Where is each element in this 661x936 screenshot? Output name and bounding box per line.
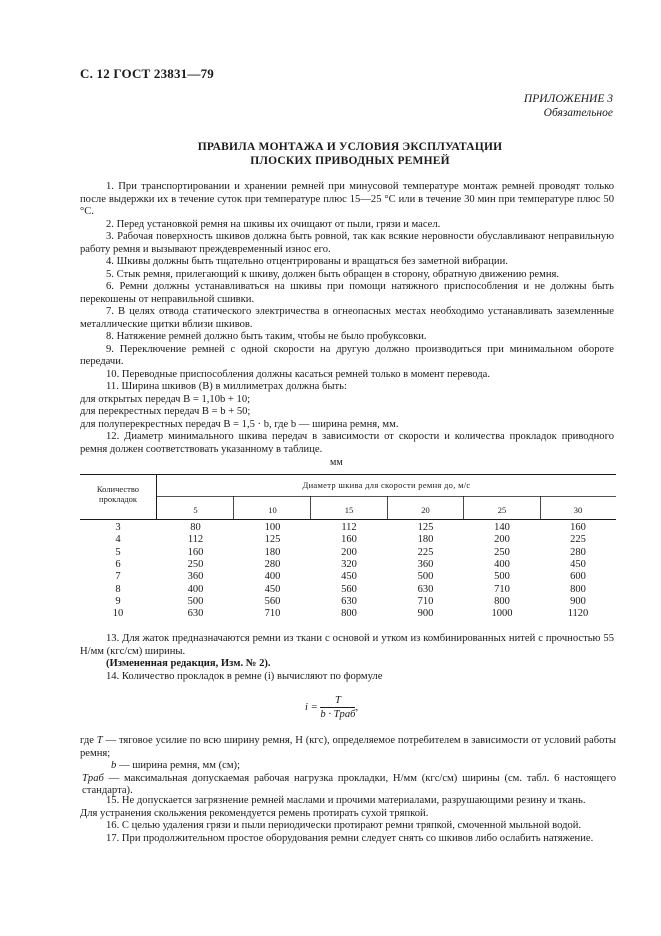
table-cell: 125	[417, 522, 434, 533]
rule-item-14: 14. Количество прокладок в ремне (i) вычисляют по формуле	[106, 670, 383, 682]
table-cell: 320	[341, 558, 357, 570]
definition-text: — тяговое усилие по всю ширину ремня, Н (кгс), определяемое потребителем в зависимости от условий работы ремня;	[80, 735, 616, 759]
table-cell: 280	[264, 558, 281, 570]
table-cell: 630	[417, 583, 434, 595]
rules-list-2	[80, 633, 614, 683]
rule-item-16: 16. С целью удаления грязи и пыли периодически протирают ремни тряпкой, смоченной мыльной водой.	[106, 820, 582, 831]
table-cell: 450	[570, 558, 586, 570]
rule-item: 3. Рабочая поверхность шкивов должна быть ровной, так как всякие неровности обуславливают неправильную работу ремня и вызывают преждевременный износ его.	[80, 231, 614, 255]
table-cell: 360	[417, 558, 434, 570]
amendment-note: (Измененная редакция, Изм. № 2).	[106, 658, 271, 669]
rule-item-12: 12. Диаметр минимального шкива передач в зависимости от скорости и количества прокладок приводного ремня должен соответствовать указанному в таблице.	[80, 431, 614, 455]
table-cell: 280	[570, 546, 586, 558]
speed-header-cell: 15	[344, 505, 354, 515]
table-cell: 4	[115, 534, 121, 546]
table-cell: 112	[341, 522, 357, 533]
table-cell: 5	[115, 546, 121, 558]
table-cell: 200	[494, 534, 510, 546]
speed-header-cell: 5	[193, 505, 198, 515]
rule-item: 1. При транспортировании и хранении ремней при минусовой температуре монтаж ремней проводят только после выдержки их в течение суток при температуре плюс 15—25 °С или в течение 30 мин при температуре плюс 50 °С.	[80, 181, 614, 217]
table-cell: 140	[494, 522, 510, 533]
speed-header-cell: 25	[497, 505, 507, 515]
table-cell: 160	[187, 546, 204, 558]
definition-text: — ширина ремня, мм (см);	[118, 760, 241, 771]
rules-list-3	[80, 795, 614, 845]
table-cell: 500	[494, 571, 510, 583]
table-cell: 900	[417, 608, 434, 620]
col-header-plies: Количество прокладок	[96, 484, 140, 504]
table-cell: 360	[187, 571, 204, 583]
definition-T	[80, 735, 616, 760]
formula-denominator: b · Tраб	[320, 709, 356, 720]
table-cell: 6	[115, 558, 121, 570]
rule-item-15: 15. Не допускается загрязнение ремней маслами и прочими материалами, разрушающими резину и ткань.	[106, 795, 586, 806]
pulley-width-semi: для полуперекрестных передач В = 1,5 · b, где b — ширина ремня, мм.	[80, 418, 399, 430]
definition-b	[80, 760, 616, 773]
table-cell: 450	[341, 571, 357, 583]
formula-lhs: i =	[305, 701, 318, 713]
speed-header-cell: 20	[421, 505, 430, 515]
table-cell: 250	[187, 558, 204, 570]
appendix-block	[524, 92, 613, 120]
table-cell: 710	[417, 595, 434, 607]
table-cell: 1120	[567, 608, 589, 620]
table-cell: 160	[341, 534, 357, 546]
table-cell: 112	[187, 534, 204, 546]
table-cell: 200	[341, 546, 357, 558]
title-line-1: ПРАВИЛА МОНТАЖА И УСЛОВИЯ ЭКСПЛУАТАЦИИ	[197, 141, 503, 153]
table-cell: 500	[417, 571, 434, 583]
rule-item: 4. Шкивы должны быть тщательно отцентрированы и вращаться без заметной вибрации.	[106, 256, 508, 267]
table-cell: 630	[187, 608, 204, 620]
table-cell: 600	[570, 571, 586, 583]
table-cell: 180	[264, 546, 281, 558]
pulley-width-cross: для перекрестных передач В = b + 50;	[80, 406, 251, 417]
where-word: где	[80, 735, 94, 746]
table-cell: 100	[264, 522, 281, 533]
rule-item: 6. Ремни должны устанавливаться на шкивы при помощи натяжного приспособления и не должны быть перекошены от неправильной сшивки.	[80, 281, 614, 305]
speed-header-cell: 30	[573, 505, 583, 515]
rule-item: 8. Натяжение ремней должно быть таким, чтобы не было пробуксовки.	[106, 331, 427, 342]
rule-item-13: 13. Для жаток предназначаются ремни из ткани с основой и утком из комбинированных нитей с прочностью 55 Н/мм (кгс/см) ширины.	[80, 633, 614, 657]
definition-text: — максимальная допускаемая рабочая нагрузка прокладки, Н/мм (кгс/см) ширины (см. табл. 6 настоящего стандарта).	[82, 772, 616, 796]
rule-item: 9. Переключение ремней с одной скорости на другую должно производиться при минимальном обороте передачи.	[80, 343, 614, 367]
appendix-status: Обязательное	[543, 107, 613, 119]
formula	[305, 695, 358, 720]
table-cell: 3	[115, 522, 121, 533]
formula-numerator: T	[320, 695, 355, 708]
table-cell: 225	[570, 534, 586, 546]
table-cell: 160	[570, 522, 586, 533]
table-cell: 10	[112, 608, 124, 620]
table-cell: 80	[190, 522, 201, 533]
speed-header-cell: 10	[268, 505, 277, 515]
appendix-label: ПРИЛОЖЕНИЕ 3	[523, 93, 613, 105]
definition-symbol: Tраб	[82, 772, 104, 784]
rule-item: 10. Переводные приспособления должны касаться ремней только в момент перевода.	[106, 368, 490, 380]
section-title	[120, 140, 580, 168]
table-cell: 9	[115, 595, 121, 607]
table-cell: 800	[570, 583, 586, 595]
rule-item-17: 17. При продолжительном простое оборудования ремни следует снять со шкивов либо ослабить натяжение.	[106, 832, 594, 844]
table-cell: 8	[115, 583, 121, 595]
table-cell: 800	[494, 595, 510, 607]
table-cell: 400	[264, 571, 281, 583]
table-cell: 500	[187, 595, 204, 607]
table-cell: 400	[187, 583, 204, 595]
definitions	[80, 735, 616, 798]
table-cell: 710	[494, 583, 510, 595]
table-cell: 400	[494, 558, 510, 570]
table-cell: 125	[264, 534, 281, 546]
table-cell: 630	[341, 595, 357, 607]
formula-tail: ,	[355, 701, 359, 713]
page-header: С. 12 ГОСТ 23831—79	[80, 66, 214, 81]
rules-list	[80, 181, 614, 456]
table-cell: 800	[341, 608, 357, 620]
col-group-header: Диаметр шкива для скорости ремня до, м/с	[302, 480, 471, 490]
table-cell: 710	[264, 608, 281, 620]
table-cell: 560	[341, 583, 357, 595]
table-cell: 1000	[491, 608, 513, 620]
table-cell: 225	[417, 546, 434, 558]
table-cell: 180	[417, 534, 434, 546]
table-cell: 450	[264, 583, 281, 595]
table-cell: 560	[264, 595, 281, 607]
table-cell: 7	[115, 571, 121, 583]
title-line-2: ПЛОСКИХ ПРИВОДНЫХ РЕМНЕЙ	[250, 155, 450, 167]
pulley-width-open: для открытых передач В = 1,10b + 10;	[80, 393, 251, 405]
rule-item-11-intro: 11. Ширина шкивов (В) в миллиметрах должна быть:	[106, 381, 347, 392]
table-unit: мм	[330, 457, 343, 468]
formula-fraction	[320, 695, 355, 720]
definition-Trab	[80, 773, 616, 798]
definition-symbol: b	[111, 760, 117, 771]
table-cell: 250	[494, 546, 510, 558]
table-cell: 900	[570, 595, 586, 607]
rule-item-15-cont: Для устранения скольжения рекомендуется ремень протирать сухой тряпкой.	[80, 807, 429, 819]
rule-item: 2. Перед установкой ремня на шкивы их очищают от пыли, грязи и масел.	[106, 218, 441, 230]
definition-symbol: T	[96, 735, 103, 746]
rule-item: 5. Стык ремня, прилегающий к шкиву, должен быть обращен в сторону, обратную движению ремня.	[106, 268, 560, 280]
rule-item: 7. В целях отвода статического электричества в огнеопасных местах необходимо устанавливать заземленные металлические щитки вблизи шкивов.	[80, 306, 614, 330]
